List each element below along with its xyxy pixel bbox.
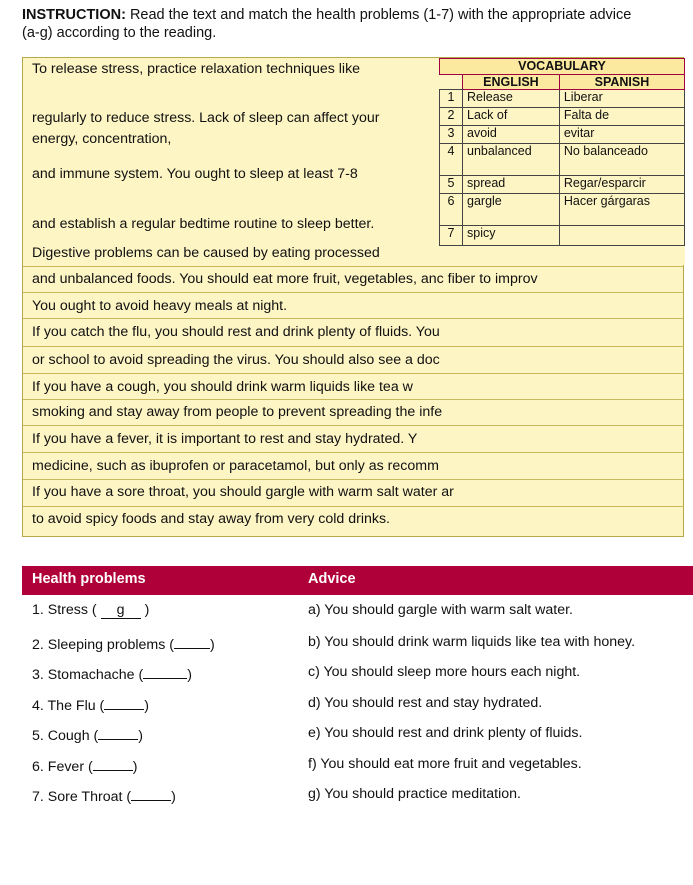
- instruction-text-1: Read the text and match the health problems (1-7) with the appropriate advice: [129, 7, 632, 23]
- answer-blank[interactable]: [104, 695, 144, 710]
- reading-line: If you have a sore throat, you should gargle with warm salt water ar: [32, 484, 454, 500]
- instruction: [22, 6, 682, 42]
- advice-item: f) You should eat more fruit and vegetables.: [308, 756, 582, 772]
- advice-item: b) You should drink warm liquids like tea with honey.: [308, 634, 636, 650]
- problem-item: 1. Stress ( g ): [32, 602, 150, 618]
- vocab-english: Lack of: [463, 108, 560, 126]
- answer-blank[interactable]: g: [101, 602, 141, 619]
- vocab-spanish: No balanceado: [559, 144, 684, 176]
- reading-line: to avoid spicy foods and stay away from very cold drinks.: [32, 511, 390, 527]
- answer-blank[interactable]: [93, 756, 133, 771]
- problem-item: 7. Sore Throat ( ): [32, 786, 176, 805]
- advice-item: a) You should gargle with warm salt water.: [308, 602, 573, 618]
- advice-item: c) You should sleep more hours each night.: [308, 664, 581, 680]
- header-advice: Advice: [308, 571, 356, 587]
- vocab-num: 1: [440, 90, 463, 108]
- vocab-num: 5: [440, 176, 463, 194]
- reading-line: regularly to reduce stress. Lack of sleep can affect your: [32, 110, 380, 126]
- vocab-english: spicy: [463, 226, 560, 246]
- advice-item: e) You should rest and drink plenty of fluids.: [308, 725, 583, 741]
- reading-line: If you have a fever, it is important to rest and stay hydrated. Y: [32, 431, 418, 447]
- vocab-english: unbalanced: [463, 144, 560, 176]
- matching-header: [22, 566, 693, 595]
- vocab-num: 6: [440, 194, 463, 226]
- reading-line: medicine, such as ibuprofen or paracetamol, but only as recomm: [32, 458, 439, 474]
- vocab-spanish: Liberar: [559, 90, 684, 108]
- col-english: ENGLISH: [463, 75, 560, 90]
- vocab-english: gargle: [463, 194, 560, 226]
- vocab-num: 4: [440, 144, 463, 176]
- vocabulary-table: [439, 58, 685, 265]
- reading-line: To release stress, practice relaxation techniques like: [32, 61, 361, 77]
- vocab-spanish: Falta de: [559, 108, 684, 126]
- reading-line: or school to avoid spreading the virus. You should also see a doc: [32, 352, 440, 368]
- vocab-spanish: [559, 226, 684, 246]
- vocab-spanish: Hacer gárgaras: [559, 194, 684, 226]
- answer-blank[interactable]: [143, 664, 187, 679]
- reading-line: Digestive problems can be caused by eating processed: [32, 245, 380, 261]
- vocab-english: Release: [463, 90, 560, 108]
- problem-item: 6. Fever ( ): [32, 756, 137, 775]
- header-health-problems: Health problems: [32, 571, 146, 587]
- advice-item: d) You should rest and stay hydrated.: [308, 695, 543, 711]
- vocab-num: 3: [440, 126, 463, 144]
- answer-blank[interactable]: [174, 634, 210, 649]
- problem-item: 3. Stomachache ( ): [32, 664, 192, 683]
- vocab-num: 7: [440, 226, 463, 246]
- problem-item: 5. Cough ( ): [32, 725, 143, 744]
- reading-line: If you have a cough, you should drink warm liquids like tea w: [32, 379, 413, 395]
- vocab-english: spread: [463, 176, 560, 194]
- reading-text-box: [22, 57, 684, 537]
- instruction-text-2: (a-g) according to the reading.: [22, 25, 217, 41]
- reading-line: and establish a regular bedtime routine to sleep better.: [32, 216, 375, 232]
- problem-item: 2. Sleeping problems ( ): [32, 634, 215, 653]
- reading-line: If you catch the flu, you should rest and drink plenty of fluids. You: [32, 324, 440, 340]
- vocab-spanish: evitar: [559, 126, 684, 144]
- reading-line: and unbalanced foods. You should eat more fruit, vegetables, anc fiber to improv: [32, 271, 538, 287]
- answer-blank[interactable]: [98, 725, 138, 740]
- answer-blank[interactable]: [131, 786, 171, 801]
- reading-line: smoking and stay away from people to prevent spreading the infe: [32, 404, 443, 420]
- vocab-spanish: Regar/esparcir: [559, 176, 684, 194]
- problem-item: 4. The Flu ( ): [32, 695, 149, 714]
- vocabulary-title: VOCABULARY: [440, 59, 685, 75]
- reading-line: and immune system. You ought to sleep at least 7-8: [32, 166, 358, 182]
- vocab-english: avoid: [463, 126, 560, 144]
- advice-item: g) You should practice meditation.: [308, 786, 521, 802]
- vocab-num: 2: [440, 108, 463, 126]
- instruction-label: INSTRUCTION:: [22, 7, 126, 23]
- col-spanish: SPANISH: [559, 75, 684, 90]
- reading-line: energy, concentration,: [32, 131, 172, 147]
- reading-line: You ought to avoid heavy meals at night.: [32, 298, 288, 314]
